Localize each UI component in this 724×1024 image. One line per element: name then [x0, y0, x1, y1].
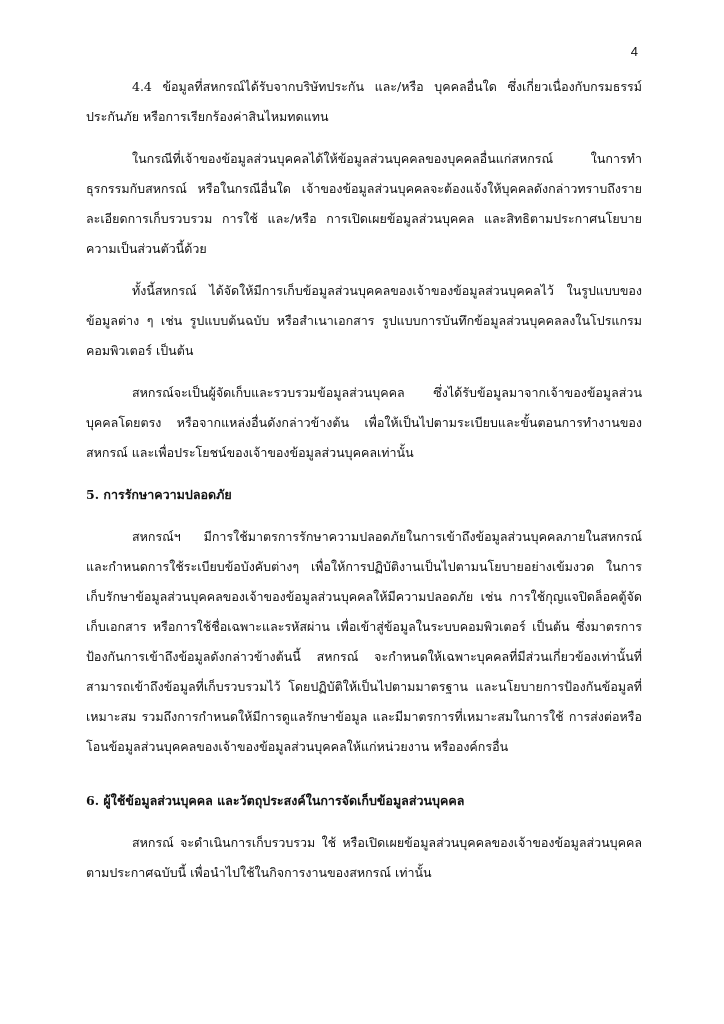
- paragraph-security: สหกรณ์ฯ มีการใช้มาตรการรักษาความปลอดภัยในการเข้าถึงข้อมูลส่วนบุคคลภายในสหกรณ์ และกำหนดการใช้ระเบียบข้อบังคับต่างๆ เพื่อให้การปฏิบัติงานเป็นไปตามนโยบายอย่างเข้มงวด ในการเก็บรักษาข้อมูลส่วนบุคคลของเจ้าของข้อมูลส่วนบุคคลให้มีความปลอดภัย เช่น การใช้กุญแจปิดล็อคตู้จัดเก็บเอกสาร หรือการใช้ชื่อเฉพาะและรหัสผ่าน เพื่อเข้าสู่ข้อมูลในระบบคอมพิวเตอร์ เป็นต้น ซึ่งมาตรการป้องกันการเข้าถึงข้อมูลดังกล่าวข้างต้นนี้ สหกรณ์ จะกำหนดให้เฉพาะบุคคลที่มีส่วนเกี่ยวข้องเท่านั้นที่สามารถเข้าถึงข้อมูลที่เก็บรวบรวมไว้ โดยปฏิบัติให้เป็นไปตามมาตรฐาน และนโยบายการป้องกันข้อมูลที่เหมาะสม รวมถึงการกำหนดให้มีการดูแลรักษาข้อมูล และมีมาตรการที่เหมาะสมในการใช้ การส่งต่อหรือโอนข้อมูลส่วนบุคคลของเจ้าของข้อมูลส่วนบุคคลให้แก่หน่วยงาน หรือองค์กรอื่น: [86, 529, 642, 754]
- document-body: [86, 72, 642, 900]
- section-heading-6: 6. ผู้ใช้ข้อมูลส่วนบุคคล และวัตถุประสงค์ในการจัดเก็บข้อมูลส่วนบุคคล: [86, 793, 465, 808]
- section-heading-5: 5. การรักษาความปลอดภัย: [86, 487, 232, 502]
- page-number: 4: [630, 44, 638, 59]
- paragraph-data-formats: ทั้งนี้สหกรณ์ ได้จัดให้มีการเก็บข้อมูลส่วนบุคคลของเจ้าของข้อมูลส่วนบุคคลไว้ ในรูปแบบของข้อมูลต่าง ๆ เช่น รูปแบบต้นฉบับ หรือสำเนาเอกสาร รูปแบบการบันทึกข้อมูลส่วนบุคคลลงในโปรแกรมคอมพิวเตอร์ เป็นต้น: [86, 283, 642, 358]
- paragraph-data-users: สหกรณ์ จะดำเนินการเก็บรวบรวม ใช้ หรือเปิดเผยข้อมูลส่วนบุคคลของเจ้าของข้อมูลส่วนบุคคลตามประกาศฉบับนี้ เพื่อนำไปใช้ในกิจการงานของสหกรณ์ เท่านั้น: [86, 835, 642, 880]
- paragraph-third-party-data: ในกรณีที่เจ้าของข้อมูลส่วนบุคคลได้ให้ข้อมูลส่วนบุคคลของบุคคลอื่นแก่สหกรณ์ ในการทำธุรกรรมกับสหกรณ์ หรือในกรณีอื่นใด เจ้าของข้อมูลส่วนบุคคลจะต้องแจ้งให้บุคคลดังกล่าวทราบถึงรายละเอียดการเก็บรวบรวม การใช้ และ/หรือ การเปิดเผยข้อมูลส่วนบุคคล และสิทธิตามประกาศนโยบายความเป็นส่วนตัวนี้ด้วย: [86, 151, 642, 256]
- paragraph-data-collection: สหกรณ์จะเป็นผู้จัดเก็บและรวบรวมข้อมูลส่วนบุคคล ซึ่งได้รับข้อมูลมาจากเจ้าของข้อมูลส่วนบุคคลโดยตรง หรือจากแหล่งอื่นดังกล่าวข้างต้น เพื่อให้เป็นไปตามระเบียบและขั้นตอนการทำงานของสหกรณ์ และเพื่อประโยชน์ของเจ้าของข้อมูลส่วนบุคคลเท่านั้น: [86, 385, 642, 460]
- paragraph-4-4: 4.4 ข้อมูลที่สหกรณ์ได้รับจากบริษัทประกัน และ/หรือ บุคคลอื่นใด ซึ่งเกี่ยวเนื่องกับกรมธรรม์ประกันภัย หรือการเรียกร้องค่าสินไหมทดแทน: [86, 79, 642, 124]
